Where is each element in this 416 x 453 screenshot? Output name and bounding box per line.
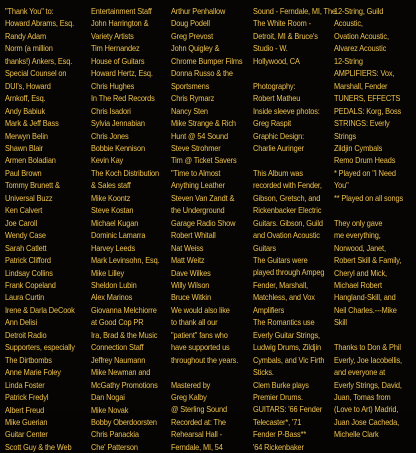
text-line: '64 Rickenbaker [253, 441, 304, 452]
text-line: Dominic Lamarra [91, 230, 146, 241]
text-line: Andy Babiuk [5, 105, 46, 116]
text-line: Hangland-Skill, and [334, 292, 396, 303]
text-line: Sound - Ferndale, MI, The [253, 6, 336, 16]
text-line: STRINGS: Everly [334, 118, 390, 129]
text-line: Ken Calvert [5, 205, 43, 216]
text-line: Clem Burke plays [253, 379, 309, 390]
text-line [334, 441, 403, 453]
text-line: Cymbals, and Vic Firth [253, 354, 325, 365]
text-line: Paul Brown [5, 167, 42, 178]
text-line: Mark & Jeff Bass [5, 118, 59, 129]
text-line: Alex Marinos [91, 292, 133, 303]
text-line: thanks!) Ankers, Esq. [5, 55, 73, 66]
text-line: Bobby Oberdoorsten [91, 416, 157, 427]
text-line: Ludwig Drums, Zildjin [253, 342, 321, 353]
text-line: Rehearsal Hall - [171, 429, 222, 440]
text-line: Greg Prevost [171, 30, 213, 41]
text-line: Charlie Auringer [253, 142, 304, 153]
text-line: recorded with Fender, [253, 180, 322, 191]
text-line: We would also like [171, 304, 230, 315]
text-line: Special Counsel on [5, 68, 67, 79]
text-line: Mike Koontz [91, 192, 131, 203]
text-line: Tim Hernandez [91, 43, 140, 54]
text-column-3 [171, 5, 242, 453]
text-line: Connection Staff [91, 342, 144, 353]
text-line: Hunt @ 54 Sound [171, 130, 228, 141]
text-line: Giovanna Melchiorre [91, 304, 157, 315]
text-line: PEDALS: Korg, Boss [334, 105, 402, 116]
text-line: Albert Freud [5, 404, 45, 415]
text-line: at Good Cop PR [91, 317, 144, 328]
text-line: Michael Kugan [91, 217, 139, 228]
text-line: Neil Charles.---Mike [334, 304, 397, 315]
text-line: Randy Adam [5, 30, 47, 41]
text-line: AMPLIFIERS: Vox, [334, 68, 395, 79]
text-line: GUITARS: '66 Fender [253, 404, 323, 415]
text-line: Che' Patterson [91, 441, 138, 452]
text-line: Everly Guitar Strings, [253, 329, 320, 340]
text-line: Greg Kalby [171, 392, 207, 403]
text-column-4 [253, 5, 336, 453]
text-line: Chrome Bumper Films [171, 55, 243, 66]
text-line: and everyone at [334, 367, 386, 378]
text-line: John Harrington & [91, 18, 149, 29]
text-line: Juan, Tomas from [334, 392, 391, 403]
text-line: have supported us [171, 342, 230, 353]
text-line: Mark Levinsohn, Esq. [91, 255, 160, 266]
text-line [334, 204, 403, 216]
text-line: & Sales staff [91, 180, 131, 191]
text-line: the Underground [171, 205, 225, 216]
text-line: Patrick Clifford [5, 255, 51, 266]
text-line: Harvey Leeds [91, 242, 136, 253]
text-line: Studio - W. [253, 43, 288, 54]
text-line: Bruce Witkin [171, 292, 211, 303]
text-line: (Love to Art) Madrid, [334, 404, 399, 415]
text-line: Dave Wilkes [171, 267, 211, 278]
text-line: Marshall, Fender [334, 80, 388, 91]
text-line: Hollywood, CA [253, 55, 300, 66]
text-line: Guitars. Gibson, Guild [253, 217, 323, 228]
text-line: Donna Russo & the [171, 68, 233, 79]
text-line: Matchless, and Vox [253, 292, 315, 303]
text-line: Remo Drum Heads [334, 155, 396, 166]
text-line: Chris Panackia [91, 429, 139, 440]
text-line: Detroit, MI & Bruce's [253, 30, 318, 41]
text-line: They only gave [334, 217, 383, 228]
text-line [253, 67, 336, 79]
text-line [334, 329, 403, 341]
text-line: Detroit Radio [5, 329, 47, 340]
text-line: Supporters, especially [5, 342, 75, 353]
text-line: John Quigley & [171, 43, 220, 54]
text-line: Inside sleeve photos: [253, 105, 320, 116]
text-line: "Thank You" to: [5, 6, 54, 16]
text-line: Arthur Penhallow [171, 6, 226, 16]
text-line: Robert Skill & Family, [334, 255, 402, 266]
text-column-2 [91, 5, 159, 453]
text-column-1 [5, 5, 75, 453]
text-line: Arnkoff, Esq. [5, 93, 46, 104]
text-line: Everly Strings, David, [334, 379, 402, 390]
text-line: ** Played on all songs [334, 192, 404, 203]
text-line: Steven Van Zandt & [171, 192, 235, 203]
text-line: Sylvia Jennabian [91, 118, 145, 129]
text-line: Chris Hughes [91, 80, 135, 91]
text-line: Universal Buzz [5, 192, 53, 203]
text-line: Variety Artists [91, 30, 134, 41]
text-line: Acoustic, [334, 18, 363, 29]
text-line: Juan Jose Cacheda, [334, 416, 400, 427]
text-line: Anything Leather [171, 180, 225, 191]
text-line: Graphic Design: [253, 130, 305, 141]
text-line: Jeffrey Naumann [91, 354, 146, 365]
text-line: Steve Kostan [91, 205, 134, 216]
text-line: The Romantics use [253, 317, 315, 328]
text-line: Sportsmens [171, 80, 210, 91]
text-line: The Dirtbombs [5, 354, 52, 365]
text-line: Ferndale, MI, 54 [171, 441, 223, 452]
text-line: Sheldon Lubin [91, 279, 137, 290]
text-line: * Played on "I Need [334, 167, 396, 178]
text-line: 12-String [334, 55, 363, 66]
text-line: Thanks to Don & Phil [334, 342, 401, 353]
text-line: Robert Matheu [253, 93, 301, 104]
text-line: Mike Strange & Rich [171, 118, 236, 129]
text-line: TUNERS, EFFECTS [334, 93, 401, 104]
text-line: Howard Hertz, Esq. [91, 68, 153, 79]
text-line: Guitars [253, 242, 276, 253]
text-line: Ovation Acoustic, [334, 30, 389, 41]
text-line: Michelle Clark [334, 429, 379, 440]
text-line: and Ovation Acoustic [253, 230, 320, 241]
text-line: Dan Nogai [91, 392, 125, 403]
text-line: "patient" fans who [171, 329, 228, 340]
text-line: Recorded at: The [171, 416, 226, 427]
text-line: Matt Weitz [171, 255, 205, 266]
text-line: Garage Radio Show [171, 217, 236, 228]
text-line: Tommy Brunett & [5, 180, 60, 191]
text-line: McGathy Promotions [91, 379, 158, 390]
text-line: Amplifiers [253, 304, 285, 315]
text-line: Mastered by [171, 379, 211, 390]
text-line: Entertainment Staff [91, 6, 152, 16]
text-line: Sarah Catlett [5, 242, 47, 253]
text-line: Mike Guerian [5, 416, 48, 427]
text-line: Tim @ Ticket Savers [171, 155, 237, 166]
text-line: Photography: [253, 80, 296, 91]
text-line: Guitar Center [5, 429, 48, 440]
text-line: Ann Delisi [5, 317, 37, 328]
text-line: "Time to Almost [171, 167, 221, 178]
text-line: Nat Weiss [171, 242, 204, 253]
text-line: The Guitars were [253, 255, 308, 266]
text-line: Chris Jones [91, 130, 129, 141]
text-line: to thank all our [171, 317, 218, 328]
text-line: The White Room - [253, 18, 311, 29]
text-line: Telecaster*, '71 [253, 416, 302, 427]
text-line: DUI's, Howard [5, 80, 51, 91]
text-line: Shawn Blair [5, 142, 44, 153]
text-line: Fender P-Bass** [253, 429, 307, 440]
text-line: Lindsay Collins [5, 267, 53, 278]
text-line: Premier Drums. [253, 392, 303, 403]
text-line: Joe Caroll [5, 217, 37, 228]
text-line: Michael Robert [334, 279, 382, 290]
text-line: Norwood, Janet, [334, 242, 386, 253]
text-line: Sticks. [253, 367, 274, 378]
text-line: Mike Lilley [91, 267, 125, 278]
text-line: Everly, Joe Iacobellis, [334, 354, 402, 365]
text-line: Bobbie Kennison [91, 142, 145, 153]
text-line: played through Ampeg [253, 267, 325, 278]
text-line: Howard Abrams, Esq. [5, 18, 75, 29]
text-line: Patrick Fredyl [5, 392, 49, 403]
text-line: Anne Marie Foley [5, 367, 61, 378]
text-line: Steve Strohmer [171, 142, 221, 153]
text-line [253, 154, 336, 166]
text-line: Doug Podell [171, 18, 210, 29]
text-line: Nancy Sten [171, 105, 208, 116]
text-line: Gibson, Gretsch, and [253, 192, 321, 203]
text-line: Irene & Darla DeCook [5, 304, 75, 315]
text-line: This Album was [253, 167, 303, 178]
text-line: Merwyn Belin [5, 130, 48, 141]
text-line: You" [334, 180, 349, 191]
text-line: The Koch Distribution [91, 167, 159, 178]
text-line: Chris Rymarz [171, 93, 215, 104]
text-line: Greg Raspit [253, 118, 292, 129]
text-line: Linda Foster [5, 379, 45, 390]
text-line: Alvarez Acoustic [334, 43, 387, 54]
text-line: me everything, [334, 230, 381, 241]
text-line: Skill [334, 317, 347, 328]
text-line: Robert Whitall [171, 230, 216, 241]
text-line [171, 366, 242, 378]
text-line: Rickenbacker Electric [253, 205, 322, 216]
text-line: Mike Novak [91, 404, 129, 415]
text-line: Zildjin Cymbals [334, 142, 383, 153]
text-line: Kevin Kay [91, 155, 124, 166]
text-line: 12-String, Guild [334, 6, 384, 16]
text-line: @ Sterling Sound [171, 404, 227, 415]
text-line: Strings [334, 130, 357, 141]
text-line: throughout the years. [171, 354, 239, 365]
text-line: Frank Copeland [5, 279, 56, 290]
text-line: Fender, Marshall, [253, 279, 308, 290]
text-line: Willy Wilson [171, 279, 210, 290]
text-column-5 [334, 5, 403, 453]
text-line: Ira, Brad & the Music [91, 329, 158, 340]
text-line: Scott Guy & the Web [5, 441, 72, 452]
text-line: Cheryl and Mick, [334, 267, 387, 278]
text-line: Chris Isadori [91, 105, 131, 116]
text-line: Norm (a million [5, 43, 53, 54]
text-line: Wendy Case [5, 230, 46, 241]
text-line: Laura Curtin [5, 292, 45, 303]
text-line: In The Red Records [91, 93, 155, 104]
text-line: Mike Newman and [91, 367, 151, 378]
text-line: House of Guitars [91, 55, 145, 66]
text-line: Armen Boladian [5, 155, 56, 166]
